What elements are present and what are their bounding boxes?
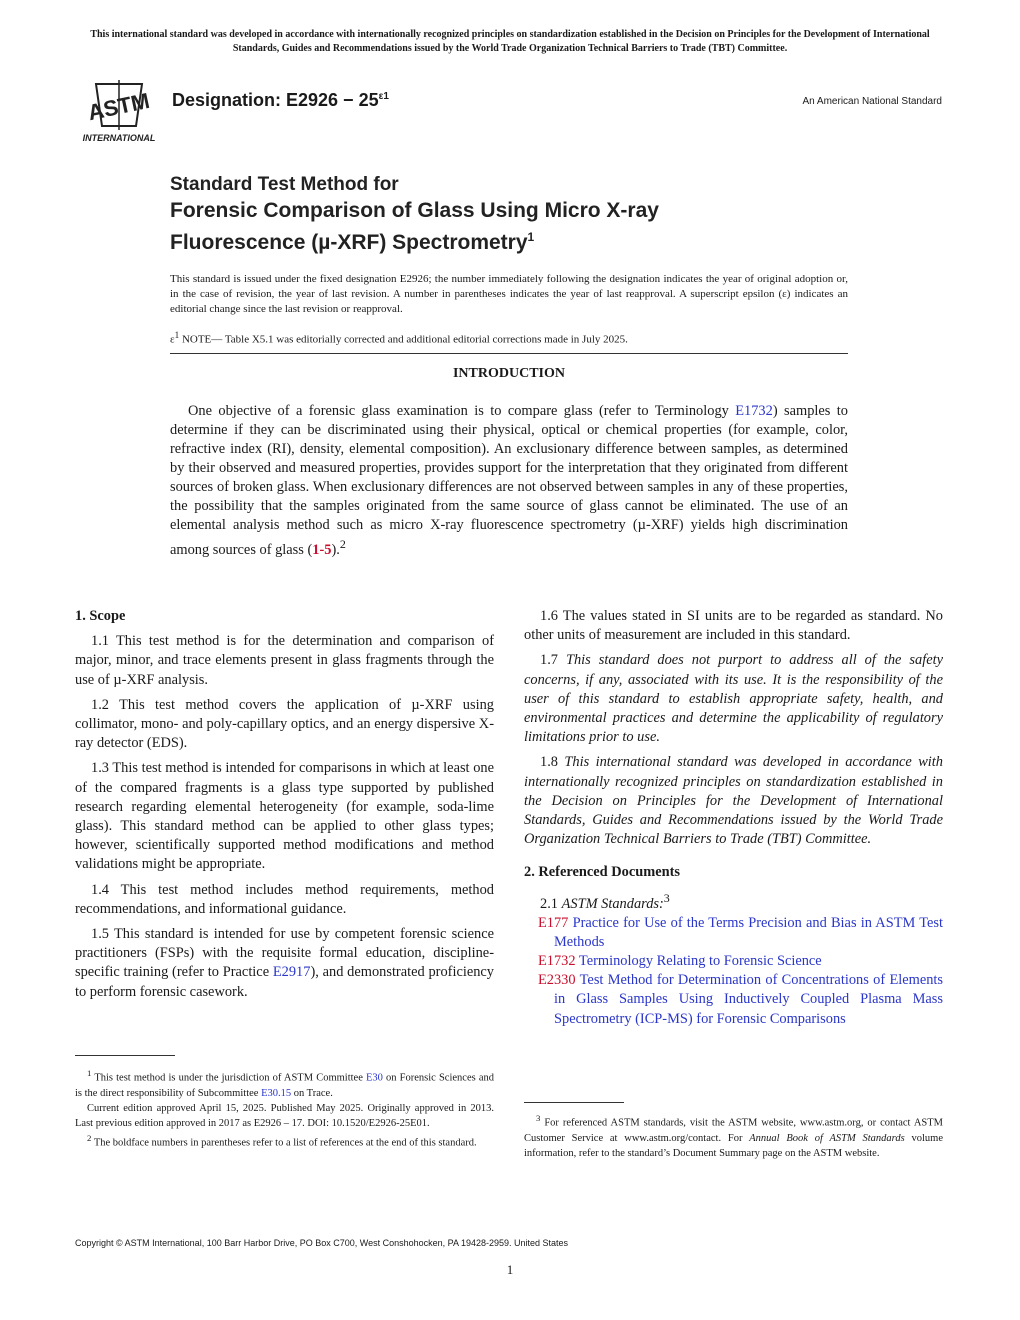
title-line-3-text: Fluorescence (µ-XRF) Spectrometry xyxy=(170,231,528,254)
astm-logo-mark xyxy=(76,78,162,144)
intro-footnote-mark: 2 xyxy=(339,537,346,551)
para-1-2: 1.2 This test method covers the application of µ-XRF using collimator, mono- and poly-capillary optics, and an energy dispersive X-ray detector (EDS). xyxy=(75,696,494,752)
fn1-sup: 1 xyxy=(87,1068,92,1078)
fn1-text-c: on Trace. xyxy=(291,1087,333,1099)
fn3-text-a: For referenced ASTM standards, visit the ASTM website, www.astm.org, or contact ASTM Customer Service at www.astm.org/contact. For xyxy=(524,1117,943,1144)
para-1-5-text-b: ), and demonstrated proficiency to perform forensic casework. xyxy=(75,964,494,1000)
intro-text-c: ). xyxy=(331,541,340,558)
scope-heading: 1. Scope xyxy=(75,608,126,624)
title-line-3 xyxy=(170,224,659,256)
para-1-5-text-a: 1.5 This standard is intended for use by competent forensic science practitioners (FSPs) with the requisite formal education, discipline-specific training (refer to Practice xyxy=(75,926,494,981)
introduction-text xyxy=(170,402,848,560)
footnote-edition: Current edition approved April 15, 2025. Published May 2025. Originally approved in 2013. Last previous edition approved in 2017 as E2926 – 17. DOI: 10.1520/E2926-25E01. xyxy=(75,1102,494,1129)
para-2-1-num: 2.1 xyxy=(540,895,562,912)
para-1-1: 1.1 This test method is for the determination and comparison of major, minor, and trace elements present in glass fragments through the use of µ-XRF analysis. xyxy=(75,633,494,688)
footnote-1 xyxy=(75,1066,494,1101)
logo-text: ASTM xyxy=(85,87,152,126)
designation-label: Designation: E2926 − 25 xyxy=(172,90,379,110)
footnote-rule-right xyxy=(524,1102,624,1103)
ref-item[interactable] xyxy=(524,952,943,971)
footnotes-left xyxy=(75,1066,494,1150)
intro-text-a: One objective of a forensic glass examination is to compare glass (refer to Terminology xyxy=(188,403,736,419)
link-e30-15[interactable]: E30.15 xyxy=(261,1087,292,1099)
para-2-1-sup: 3 xyxy=(663,890,670,905)
link-e30[interactable]: E30 xyxy=(365,1072,383,1084)
para-2-1-text: ASTM Standards: xyxy=(561,895,664,912)
designation xyxy=(172,90,389,111)
top-notice: This international standard was developed in accordance with internationally recognized principles on standardization established in the Decision on Principles for the Development of International Standards, Guides and Recommendations issued by the World Trade Organization Technical Barriers to Trade (TBT) Committee. xyxy=(90,29,930,54)
footnote-rule-left xyxy=(75,1055,175,1056)
fn2-text: The boldface numbers in parentheses refer to a list of references at the end of this standard. xyxy=(93,1137,477,1148)
link-e2917[interactable]: E2917 xyxy=(272,964,311,981)
footnotes-right xyxy=(524,1111,943,1161)
designation-sup: ε1 xyxy=(378,91,389,102)
ref-item[interactable] xyxy=(524,971,943,1029)
para-1-7-text: This standard does not purport to address all of the safety concerns, if any, associated with its use. It is the responsibility of the user of this standard to establish appropriate safety, health, and environmental practices and determine the applicability of regulatory limitations prior to use. xyxy=(524,652,943,746)
fn3-text-b: volume information, refer to the standard’s Document Summary page on the ASTM website. xyxy=(524,1132,943,1159)
intro-ref-1-5[interactable]: 1-5 xyxy=(312,541,332,558)
ref-item[interactable] xyxy=(524,914,943,952)
title-line-2: Forensic Comparison of Glass Using Micro X-ray xyxy=(170,199,659,222)
ref-title[interactable]: Practice for Use of the Terms Precision and Bias in ASTM Test Methods xyxy=(554,914,943,950)
fn1-text-b: on Forensic Sciences and is the direct responsibility of Subcommittee xyxy=(75,1072,494,1099)
fn1-text-a: This test method is under the jurisdiction of ASTM Committee xyxy=(94,1072,366,1084)
right-column xyxy=(524,607,943,1029)
epsilon-text: NOTE— Table X5.1 was editorially corrected and additional editorial corrections made in July 2025. xyxy=(179,333,628,346)
referenced-heading: 2. Referenced Documents xyxy=(524,864,680,881)
american-national-standard: An American National Standard xyxy=(802,96,942,107)
title-footnote-mark: 1 xyxy=(527,230,535,244)
para-1-7-num: 1.7 xyxy=(540,652,566,669)
intro-link-e1732[interactable]: E1732 xyxy=(735,403,773,419)
epsilon-sup: 1 xyxy=(174,330,180,340)
footnote-3 xyxy=(524,1111,943,1161)
para-1-6: 1.6 The values stated in SI units are to be regarded as standard. No other units of measurement are included in this standard. xyxy=(524,608,943,644)
ref-code[interactable]: E2330 xyxy=(538,972,576,989)
astm-logo xyxy=(76,78,162,144)
copyright-footer: Copyright © ASTM International, 100 Barr Harbor Drive, PO Box C700, West Conshohocken, PA 19428-2959. United States xyxy=(75,1238,569,1248)
ref-title[interactable]: Terminology Relating to Forensic Science xyxy=(575,953,822,970)
para-1-3: 1.3 This test method is intended for comparisons in which at least one of the compared fragments is a glass type supported by published research regarding elemental heterogeneity (for example, soda-lime glass). This standard method can be applied to other glass types; however, scientifically supported method modifications and method validations might be appropriate. xyxy=(75,760,494,873)
issued-statement: This standard is issued under the fixed designation E2926; the number immediately following the designation indicates the year of original adoption or, in the case of revision, the year of last revision. A number in parentheses indicates the year of last reapproval. A superscript epsilon (ε) indicates an editorial change since the last revision or reapproval. xyxy=(170,273,848,315)
epsilon-mark: ε xyxy=(170,333,175,346)
left-column xyxy=(75,607,494,1008)
para-1-8-num: 1.8 xyxy=(540,754,565,771)
para-1-4: 1.4 This test method includes method requirements, method recommendations, and informational guidance. xyxy=(75,881,494,917)
fn3-italic: Annual Book of ASTM Standards xyxy=(749,1132,905,1144)
footnote-2 xyxy=(75,1131,494,1151)
introduction-heading: INTRODUCTION xyxy=(452,366,565,381)
ref-code[interactable]: E177 xyxy=(538,914,569,931)
fn3-sup: 3 xyxy=(536,1113,541,1123)
para-1-8 xyxy=(524,753,943,849)
ref-code[interactable]: E1732 xyxy=(538,953,576,970)
fn2-sup: 2 xyxy=(87,1132,92,1143)
para-1-7 xyxy=(524,651,943,747)
intro-text-b: ) samples to determine if they can be discriminated using their physical, optical or chemical properties (for example, color, refractive index (RI), density, elemental composition). An exclusionary difference between samples, as determined by their observed and measured properties, provides support for the interpretation that they originated from different sources of broken glass. When exclusionary differences are not observed between samples in any of these properties, the possibility that the samples originated from the same source of glass cannot be eliminated. The use of an elemental analysis method such as micro X-ray fluorescence spectrometry (µ-XRF) yields high discrimination among sources of glass ( xyxy=(170,403,849,558)
page-number: 1 xyxy=(506,1262,514,1277)
title-line-1: Standard Test Method for xyxy=(170,174,399,195)
logo-subtext: INTERNATIONAL xyxy=(82,133,156,143)
para-2-1 xyxy=(524,889,943,914)
para-1-8-text: This international standard was developed in accordance with internationally recognized principles on standardization established in the Decision on Principles for the Development of International Standards, Guides and Recommendations issued by the World Trade Organization Technical Barriers to Trade (TBT) Committee. xyxy=(524,754,943,848)
epsilon-note xyxy=(170,328,848,354)
ref-title[interactable]: Test Method for Determination of Concentrations of Elements in Glass Samples Using Inductively Coupled Plasma Mass Spectrometry (ICP-MS) for Forensic Comparisons xyxy=(554,972,943,1027)
para-1-5 xyxy=(75,925,494,1002)
document-title xyxy=(170,173,659,256)
